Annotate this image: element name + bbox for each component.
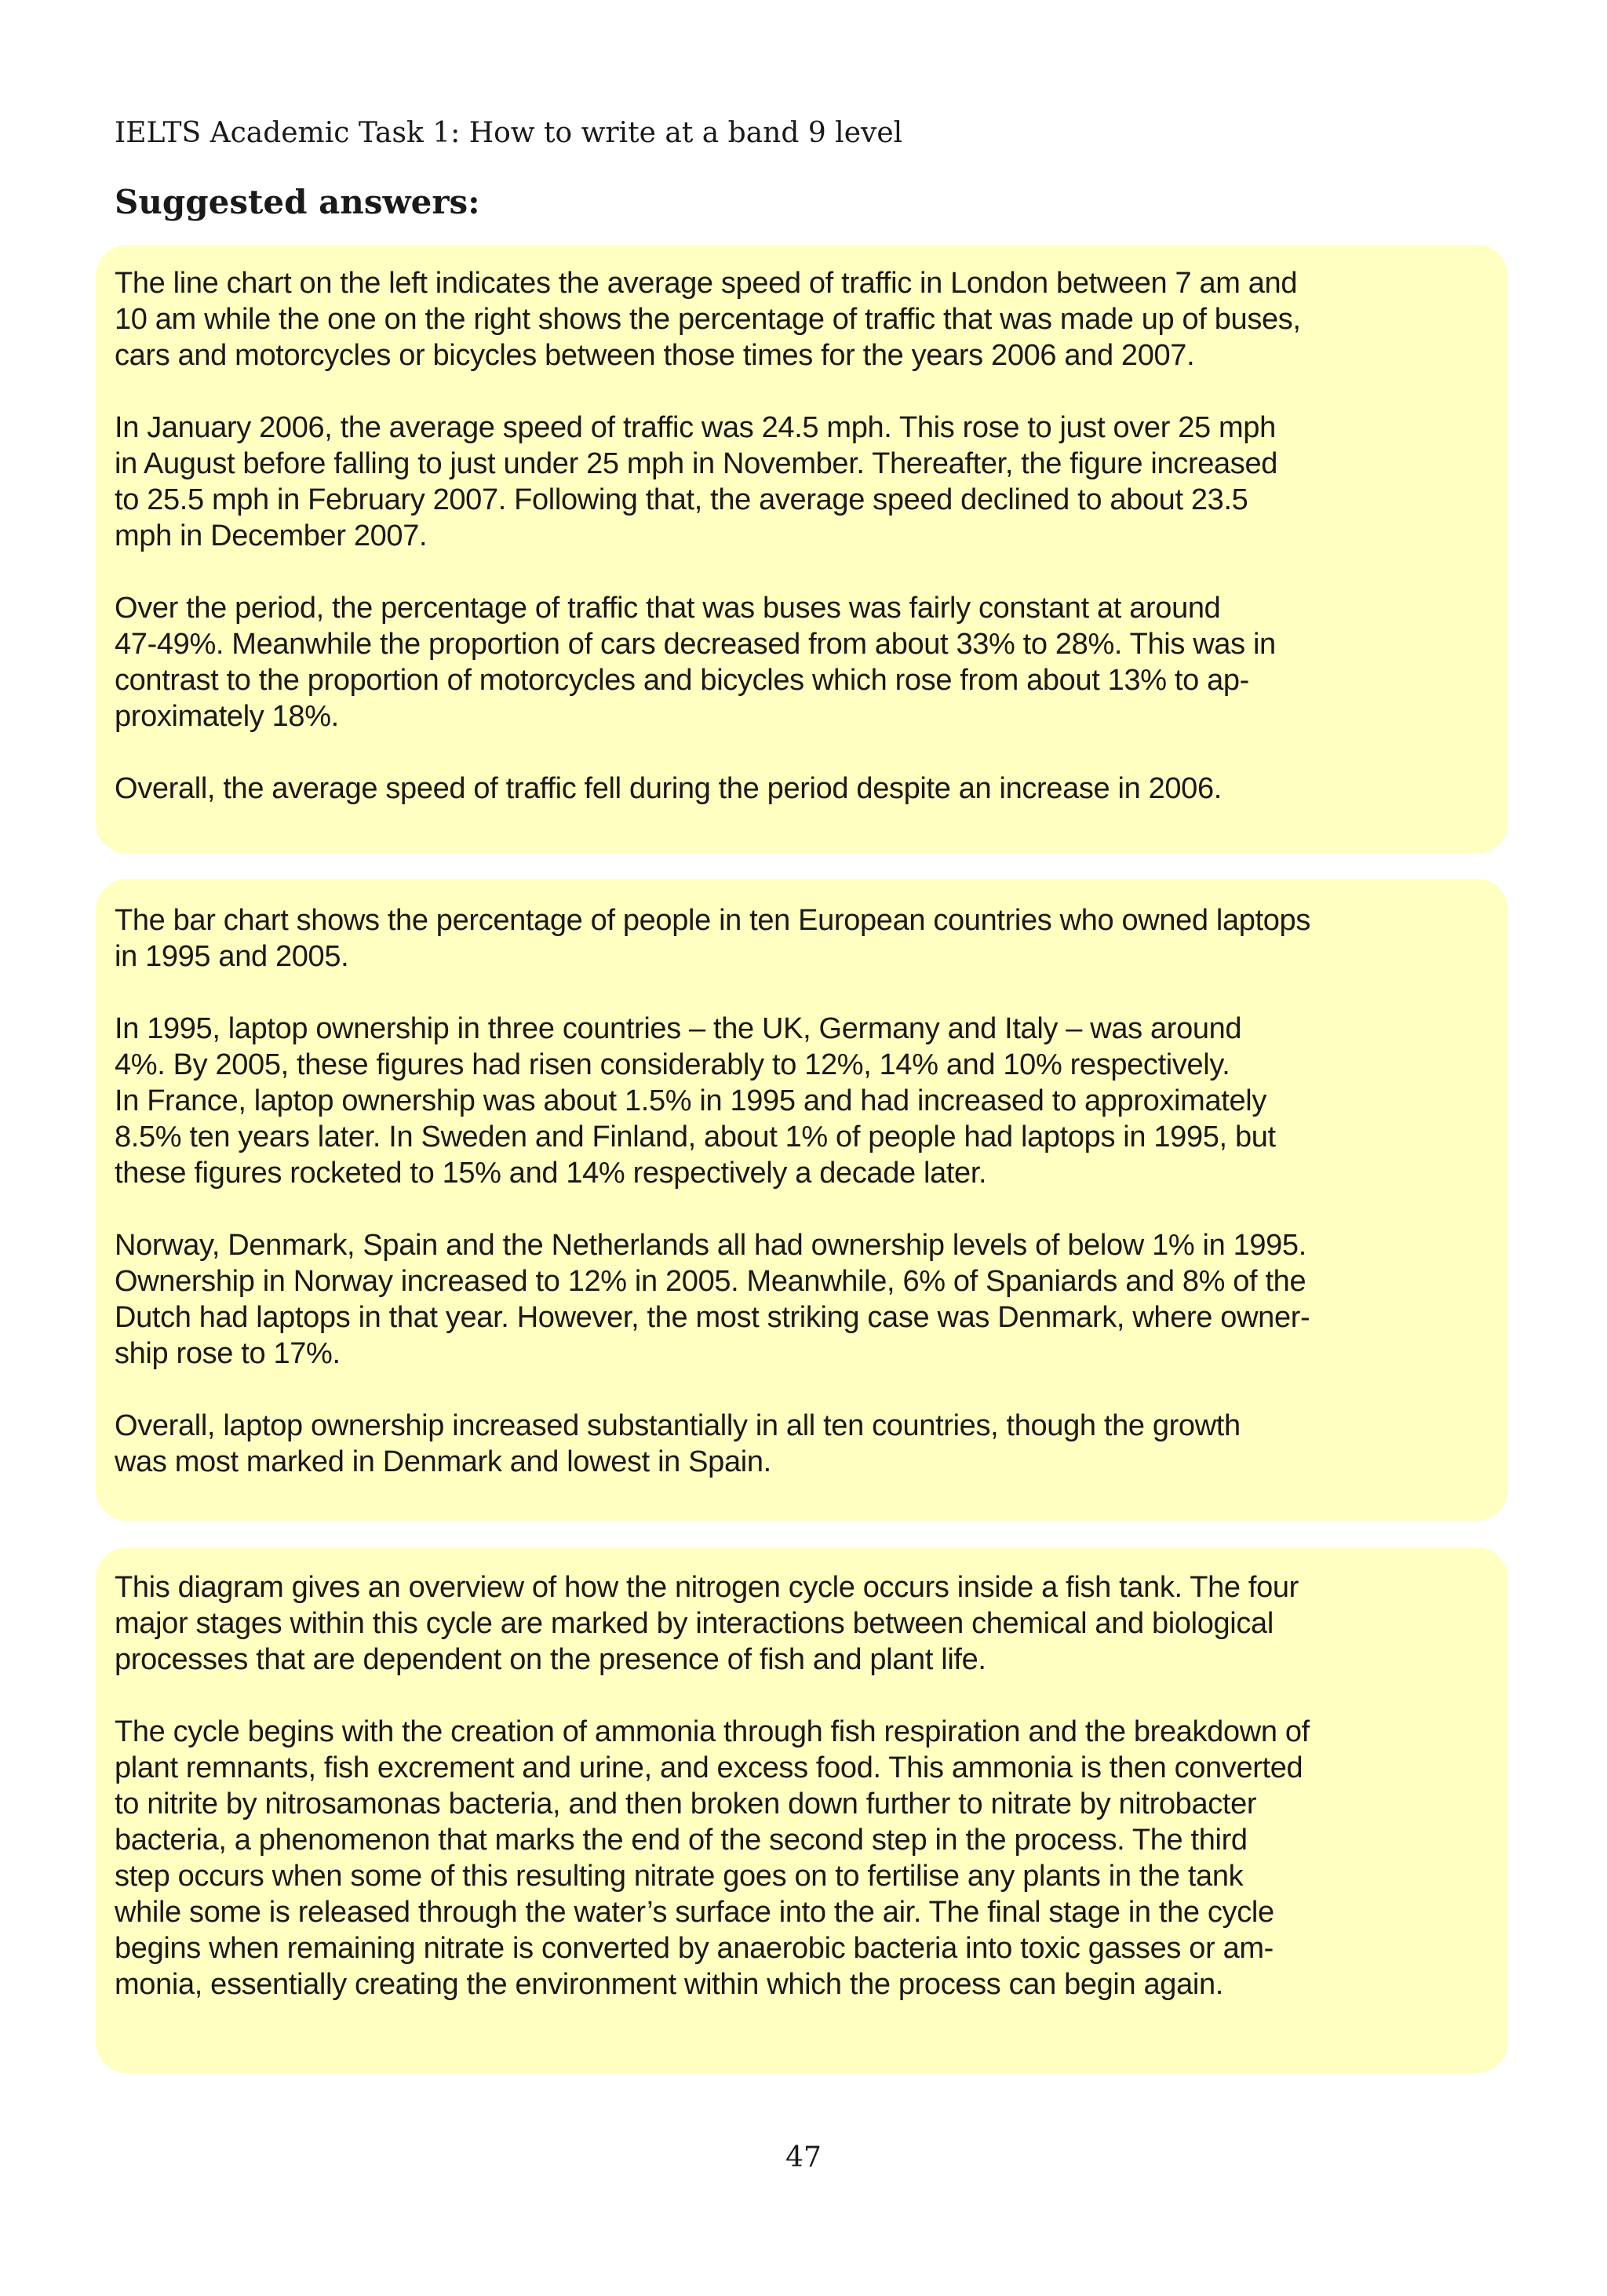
section-heading: Suggested answers:	[115, 183, 480, 221]
answer-line: In 1995, laptop ownership in three countries – the UK, Germany and Italy – was around	[115, 1012, 1242, 1045]
answer-line: in 1995 and 2005.	[115, 940, 349, 973]
answer-line: Ownership in Norway increased to 12% in 2005. Meanwhile, 6% of Spaniards and 8% of the	[115, 1265, 1306, 1298]
running-header: IELTS Academic Task 1: How to write at a band 9 level	[115, 117, 903, 149]
answer-line: The cycle begins with the creation of ammonia through fish respiration and the breakdown of	[115, 1715, 1310, 1748]
answer-line: Norway, Denmark, Spain and the Netherlands all had ownership levels of below 1% in 1995.	[115, 1229, 1306, 1262]
answer-line: to 25.5 mph in February 2007. Following that, the average speed declined to about 23.5	[115, 483, 1248, 516]
answer-line: 47-49%. Meanwhile the proportion of cars decreased from about 33% to 28%. This was in	[115, 628, 1276, 661]
answer-line: Overall, laptop ownership increased substantially in all ten countries, though the growth	[115, 1409, 1241, 1442]
answer-line: In January 2006, the average speed of traffic was 24.5 mph. This rose to just over 25 mph	[115, 411, 1276, 444]
answer-line: major stages within this cycle are marked by interactions between chemical and biological	[115, 1607, 1274, 1640]
answer-line: in August before falling to just under 25 mph in November. Thereafter, the figure increased	[115, 447, 1278, 480]
answer-line: bacteria, a phenomenon that marks the end of the second step in the process. The third	[115, 1824, 1248, 1857]
answer-line: ship rose to 17%.	[115, 1337, 341, 1370]
answer-line: Over the period, the percentage of traffic that was buses was fairly constant at around	[115, 592, 1221, 625]
answer-line: 10 am while the one on the right shows the percentage of traffic that was made up of buses,	[115, 303, 1301, 336]
answer-line: The bar chart shows the percentage of people in ten European countries who owned laptops	[115, 904, 1310, 937]
answer-line: plant remnants, fish excrement and urine, and excess food. This ammonia is then converted	[115, 1751, 1303, 1784]
answer-line: step occurs when some of this resulting nitrate goes on to fertilise any plants in the tank	[115, 1860, 1244, 1893]
answer-line: while some is released through the water’s surface into the air. The final stage in the cycle	[115, 1896, 1274, 1929]
answer-line: In France, laptop ownership was about 1.5% in 1995 and had increased to approximately	[115, 1084, 1266, 1117]
answer-line: proximately 18%.	[115, 700, 339, 733]
answer-line: begins when remaining nitrate is converted by anaerobic bacteria into toxic gasses or am-	[115, 1932, 1274, 1965]
answer-line: these figures rocketed to 15% and 14% respectively a decade later.	[115, 1157, 987, 1190]
answer-box-laptops	[96, 879, 1508, 1521]
answer-box-traffic	[96, 245, 1508, 854]
answer-line: was most marked in Denmark and lowest in Spain.	[115, 1445, 771, 1478]
answer-line: 4%. By 2005, these figures had risen considerably to 12%, 14% and 10% respectively.	[115, 1048, 1230, 1081]
answer-line: The line chart on the left indicates the average speed of traffic in London between 7 am and	[115, 267, 1298, 300]
answer-line: Dutch had laptops in that year. However, the most striking case was Denmark, where owner-	[115, 1301, 1310, 1334]
answer-box-nitrogen-cycle	[96, 1547, 1508, 2073]
answer-line: This diagram gives an overview of how the nitrogen cycle occurs inside a fish tank. The four	[115, 1571, 1299, 1604]
answer-line: processes that are dependent on the presence of fish and plant life.	[115, 1643, 986, 1676]
answer-line: cars and motorcycles or bicycles between those times for the years 2006 and 2007.	[115, 339, 1195, 372]
answer-line: Overall, the average speed of traffic fell during the period despite an increase in 2006.	[115, 772, 1222, 805]
answer-line: 8.5% ten years later. In Sweden and Finland, about 1% of people had laptops in 1995, but	[115, 1121, 1276, 1153]
answer-line: mph in December 2007.	[115, 519, 428, 552]
answer-line: contrast to the proportion of motorcycles and bicycles which rose from about 13% to ap-	[115, 664, 1249, 697]
answer-line: to nitrite by nitrosamonas bacteria, and then broken down further to nitrate by nitrobacter	[115, 1788, 1257, 1820]
answer-line: monia, essentially creating the environment within which the process can begin again.	[115, 1968, 1223, 2001]
page-number: 47	[785, 2141, 822, 2174]
